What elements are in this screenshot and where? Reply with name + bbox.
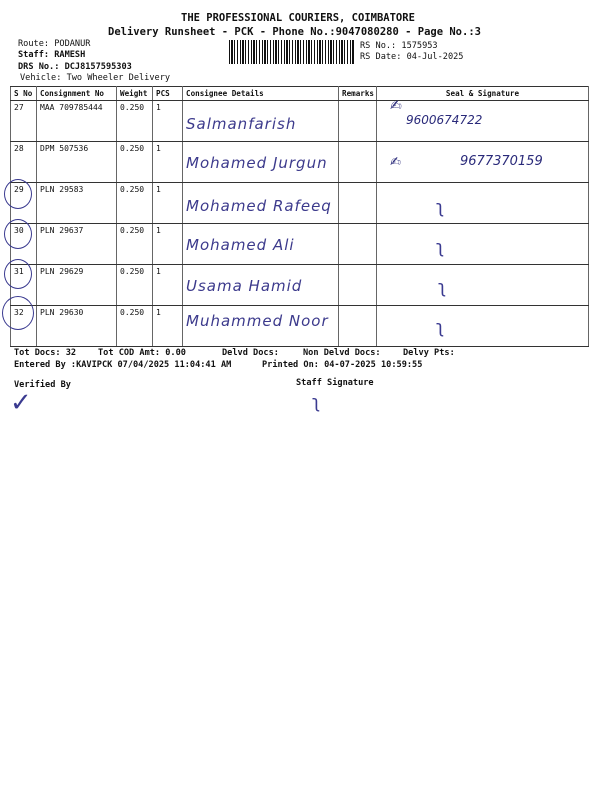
table-row (11, 306, 589, 347)
cell-sno: 28 (11, 142, 37, 183)
entered-by: Entered By :KAVIPCK 07/04/2025 11:04:41 AM (14, 360, 232, 370)
cell-remarks (339, 265, 377, 306)
cell-consignee (183, 224, 339, 265)
tot-cod-amt: Tot COD Amt: 0.00 (98, 348, 186, 358)
cell-pcs: 1 (153, 101, 183, 142)
table-row (11, 224, 589, 265)
col-remarks: Remarks (339, 87, 377, 101)
cell-signature (377, 142, 589, 183)
consignee-handwriting: Muhammed Noor (186, 312, 329, 330)
verified-tick-icon: ✓ (10, 388, 32, 418)
cell-pcs: 1 (153, 224, 183, 265)
staff-label: Staff: RAMESH (18, 50, 86, 60)
table-row (11, 101, 589, 142)
cell-pcs: 1 (153, 183, 183, 224)
consignee-handwriting: Mohamed Jurgun (186, 154, 328, 172)
route-label: Route: PODANUR (18, 39, 91, 49)
cell-weight: 0.250 (117, 265, 153, 306)
cell-sno: 29 (11, 183, 37, 224)
cell-consignee (183, 265, 339, 306)
cell-remarks (339, 101, 377, 142)
signature-mark-icon: ʅ (436, 237, 445, 258)
consignee-handwriting: Mohamed Ali (186, 236, 295, 254)
cell-weight: 0.250 (117, 101, 153, 142)
delvd-docs: Delvd Docs: (222, 348, 279, 358)
rs-date: RS Date: 04-Jul-2025 (360, 52, 464, 62)
cell-sno: 30 (11, 224, 37, 265)
table-row (11, 183, 589, 224)
cell-remarks (339, 306, 377, 347)
cell-pcs: 1 (153, 306, 183, 347)
cell-weight: 0.250 (117, 142, 153, 183)
cell-consignment: PLN 29630 (37, 306, 117, 347)
consignee-handwriting: Usama Hamid (186, 277, 303, 295)
signature-mark-icon: ʅ (436, 317, 445, 338)
tot-docs: Tot Docs: 32 (14, 348, 77, 358)
runsheet-table (10, 86, 589, 347)
cell-weight: 0.250 (117, 183, 153, 224)
col-pcs: PCS (153, 87, 183, 101)
barcode (229, 40, 355, 64)
consignee-handwriting: Mohamed Rafeeq (186, 197, 332, 215)
signature-handwriting: 9677370159 (460, 154, 543, 169)
staff-signature: Staff Signature (296, 378, 374, 388)
cell-consignee (183, 142, 339, 183)
cell-signature (377, 306, 589, 347)
drs-label: DRS No.: DCJ8157595303 (18, 62, 132, 72)
verified-by: Verified By (14, 380, 71, 390)
cell-consignment: PLN 29629 (37, 265, 117, 306)
non-delvd-docs: Non Delvd Docs: (303, 348, 381, 358)
cell-remarks (339, 224, 377, 265)
cell-sno: 31 (11, 265, 37, 306)
signature-scribble-icon: ✍ (390, 98, 402, 114)
sno-circle-mark (4, 259, 32, 289)
cell-consignment: DPM 507536 (37, 142, 117, 183)
cell-remarks (339, 142, 377, 183)
cell-consignee (183, 306, 339, 347)
signature-mark-icon: ʅ (438, 277, 447, 298)
sno-circle-mark (2, 296, 34, 330)
signature-mark-icon: ʅ (436, 197, 445, 218)
col-consignment: Consignment No (37, 87, 117, 101)
cell-signature (377, 183, 589, 224)
signature-scribble-icon: ✍ (390, 155, 401, 170)
table-header-row (11, 87, 589, 101)
runsheet-subtitle: Delivery Runsheet - PCK - Phone No.:9047080280 - Page No.:3 (108, 26, 481, 38)
cell-consignee (183, 183, 339, 224)
printed-on: Printed On: 04-07-2025 10:59:55 (262, 360, 423, 370)
col-sno: S No (11, 87, 37, 101)
cell-weight: 0.250 (117, 224, 153, 265)
cell-remarks (339, 183, 377, 224)
cell-sno: 27 (11, 101, 37, 142)
cell-pcs: 1 (153, 142, 183, 183)
cell-signature (377, 265, 589, 306)
cell-signature (377, 101, 589, 142)
cell-consignee (183, 101, 339, 142)
col-signature: Seal & Signature (377, 87, 589, 101)
sno-circle-mark (4, 179, 32, 209)
sno-circle-mark (4, 219, 32, 249)
staff-signature-mark-icon: ʅ (312, 392, 321, 413)
cell-sno: 32 (11, 306, 37, 347)
company-title: THE PROFESSIONAL COURIERS, COIMBATORE (181, 12, 415, 24)
table-row (11, 142, 589, 183)
rs-no: RS No.: 1575953 (360, 41, 438, 51)
vehicle-label: Vehicle: Two Wheeler Delivery (20, 73, 171, 83)
signature-handwriting: 9600674722 (406, 113, 483, 127)
cell-consignment: PLN 29637 (37, 224, 117, 265)
cell-pcs: 1 (153, 265, 183, 306)
table-row (11, 265, 589, 306)
cell-weight: 0.250 (117, 306, 153, 347)
consignee-handwriting: Salmanfarish (186, 115, 297, 133)
delvy-pts: Delvy Pts: (403, 348, 455, 358)
cell-consignment: MAA 709785444 (37, 101, 117, 142)
cell-consignment: PLN 29583 (37, 183, 117, 224)
col-weight: Weight (117, 87, 153, 101)
col-consignee: Consignee Details (183, 87, 339, 101)
cell-signature (377, 224, 589, 265)
